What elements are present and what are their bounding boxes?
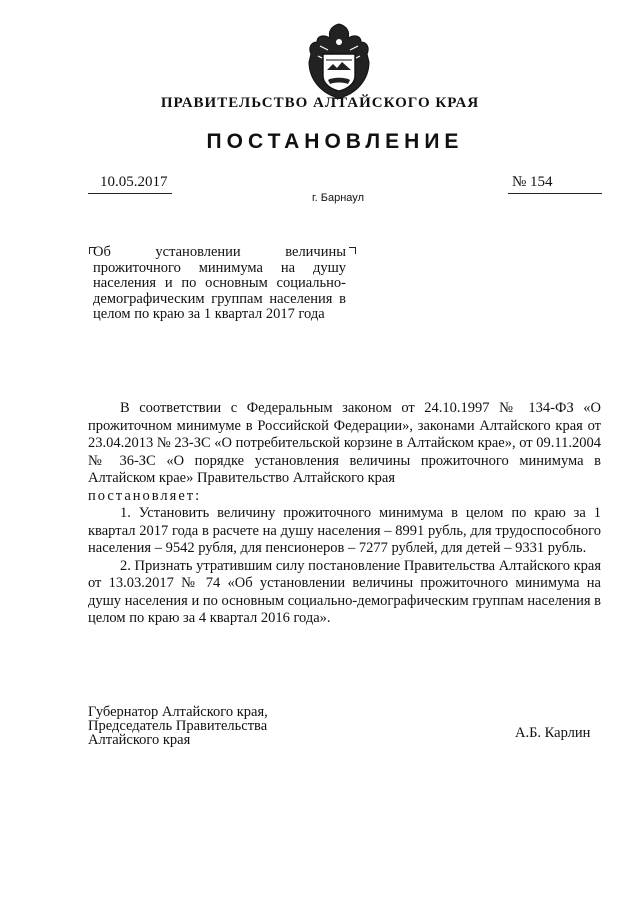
document-number: № 154	[512, 174, 553, 190]
signer-name: А.Б. Карлин	[515, 725, 591, 741]
government-title: ПРАВИТЕЛЬСТВО АЛТАЙСКОГО КРАЯ	[160, 95, 480, 111]
signer-position-block	[88, 705, 268, 747]
decree-word-text: постановляет:	[88, 487, 202, 504]
item-1-paragraph: 1. Установить величину прожиточного минимума в целом по краю за 1 квартал 2017 года в расчете на душу населения – 8991 рубль, для трудоспособного населения – 9542 рубля, для пенсионеров – 7277 рублей, для детей – 9331 рубль.	[88, 505, 601, 556]
signer-position-line-3: Алтайского края	[88, 732, 191, 748]
subject-title: Об установлении величины прожиточного минимума на душу населения и по основным социально-демографическим группам населения в целом по краю за 1 квартал 2017 года	[93, 244, 346, 322]
document-date: 10.05.2017	[100, 174, 168, 190]
document-type: ПОСТАНОВЛЕНИЕ	[206, 130, 464, 153]
document-body	[88, 400, 601, 628]
signer-position-line-2: Председатель Правительства	[88, 718, 268, 734]
preamble-paragraph	[88, 400, 601, 488]
coat-of-arms-icon	[300, 20, 378, 100]
preamble-text: В соответствии с Федеральным законом от 24.10.1997 № 134-ФЗ «О прожиточном минимуме в Российской Федерации», законами Алтайского края от 23.04.2013 № 23-ЗС «О потребительской корзине в Алтайском крае», от 09.11.2004 № 36-ЗС «О порядке установления величины прожиточного минимума в Алтайском крае» Правительство Алтайского края	[88, 400, 601, 486]
item-2-paragraph: 2. Признать утратившим силу постановление Правительства Алтайского края от 13.03.2017 № 74 «Об установлении величины прожиточного минимума на душу населения и по основным социально-демографическим группам населения в целом по краю за 4 квартал 2016 года».	[88, 557, 601, 626]
decree-word	[88, 488, 601, 506]
subject-corner-right	[349, 247, 356, 254]
subject-block	[93, 245, 346, 323]
city-label: г. Барнаул	[312, 192, 364, 204]
signer-position-line-1: Губернатор Алтайского края,	[88, 704, 268, 720]
subject-corner-left	[89, 247, 96, 254]
